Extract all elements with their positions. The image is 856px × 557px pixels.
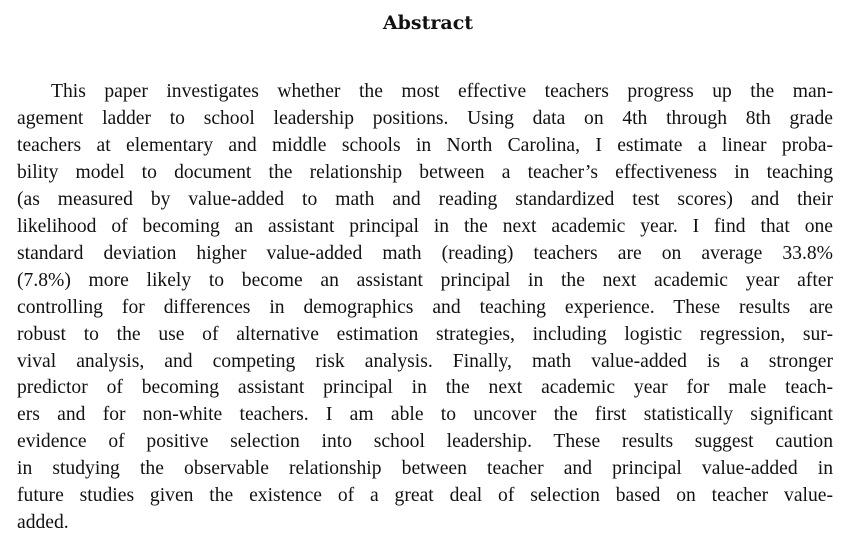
abstract-line: likelihood of becoming an assistant principal in the next academic year. I find that one [17, 215, 833, 237]
abstract-line: ers and for non-white teachers. I am able to uncover the first statistically significant [17, 404, 833, 426]
abstract-line: controlling for differences in demographics and teaching experience. These results are [17, 296, 833, 318]
abstract-body [17, 79, 833, 537]
abstract-line: in studying the observable relationship between teacher and principal value-added in [17, 458, 833, 480]
abstract-line: standard deviation higher value-added math (reading) teachers are on average 33.8% [17, 242, 833, 264]
abstract-line: This paper investigates whether the most effective teachers progress up the man- [51, 81, 833, 102]
abstract-line: (7.8%) more likely to become an assistant principal in the next academic year after [17, 269, 833, 291]
abstract-line: predictor of becoming assistant principal in the next academic year for male teach- [17, 377, 833, 399]
abstract-line: teachers at elementary and middle schools in North Carolina, I estimate a linear proba- [17, 134, 833, 156]
abstract-line: agement ladder to school leadership positions. Using data on 4th through 8th grade [17, 107, 833, 129]
abstract-line: bility model to document the relationship between a teacher’s effectiveness in teaching [17, 161, 833, 183]
abstract-line: evidence of positive selection into school leadership. These results suggest caution [17, 431, 833, 453]
abstract-line: added. [17, 512, 69, 534]
abstract-line: future studies given the existence of a great deal of selection based on teacher value- [17, 485, 833, 507]
abstract-line: (as measured by value-added to math and reading standardized test scores) and their [17, 188, 833, 210]
abstract-heading: Abstract [382, 12, 474, 34]
abstract-line: robust to the use of alternative estimation strategies, including logistic regression, sur- [17, 323, 833, 345]
abstract-line: vival analysis, and competing risk analysis. Finally, math value-added is a stronger [17, 350, 833, 372]
